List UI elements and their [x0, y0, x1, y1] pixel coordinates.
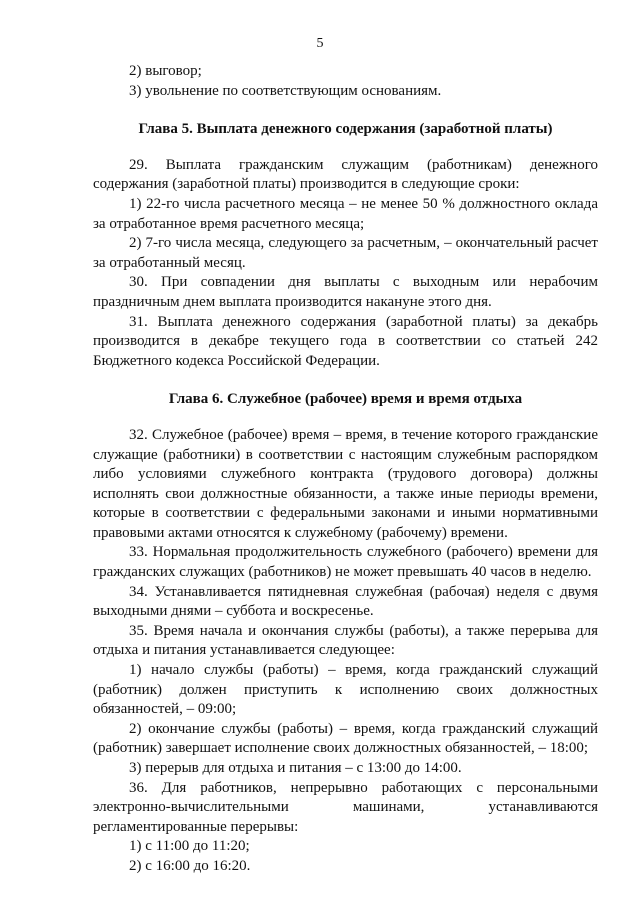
paragraph: 2) 7-го числа месяца, следующего за расчетным, – окончательный расчет за отработанный месяц.: [93, 235, 598, 271]
paragraph: 29. Выплата гражданским служащим (работникам) денежного содержания (заработной платы) производится в следующие сроки:: [93, 156, 598, 193]
page-number: 5: [316, 36, 324, 51]
list-item: 2) выговор;: [129, 63, 202, 79]
paragraph: 1) 22-го числа расчетного месяца – не менее 50 % должностного оклада за отработанное время расчетного месяца;: [93, 195, 598, 232]
document-body: [93, 62, 598, 877]
paragraph: 3) перерыв для отдыха и питания – с 13:00 до 14:00.: [129, 760, 462, 776]
paragraph: 32. Служебное (рабочее) время – время, в течение которого гражданские служащие (работники) в соответствии с настоящим служебным распорядком либо условиями служебного контракта (трудового договора) должны исполнять свои должностные обязанности, а также иные периоды времени, которые в соответствии с федеральными законами и иными нормативными правовыми актами относятся к служебному (рабочему) времени.: [93, 426, 598, 541]
paragraph: 36. Для работников, непрерывно работающих с персональными электронно-вычислительными машинами, устанавливаются регламентированные перерывы:: [93, 779, 598, 835]
chapter-5-section: [93, 156, 598, 372]
paragraph: 31. Выплата денежного содержания (заработной платы) за декабрь производится в декабре текущего года в соответствии со статьей 242 Бюджетного кодекса Российской Федерации.: [93, 313, 598, 369]
list-item: 1) с 11:00 до 11:20;: [129, 838, 250, 855]
list-item: 3) увольнение по соответствующим основаниям.: [129, 82, 442, 99]
paragraph: 1) начало службы (работы) – время, когда гражданский служащий (работник) должен приступить к исполнению своих должностных обязанностей, – 09:00;: [93, 662, 598, 718]
paragraph: 34. Устанавливается пятидневная служебная (рабочая) неделя с двумя выходными днями – суббота и воскресенье.: [93, 583, 598, 620]
paragraph: 33. Нормальная продолжительность служебного (рабочего) времени для гражданских служащих (работников) не может превышать 40 часов в неделю.: [93, 544, 598, 581]
paragraph: 35. Время начала и окончания службы (работы), а также перерыва для отдыха и питания устанавливается следующее:: [93, 622, 598, 659]
chapter-5-heading: Глава 5. Выплата денежного содержания (заработной платы): [138, 121, 553, 138]
paragraph: 2) окончание службы (работы) – время, когда гражданский служащий (работник) завершает исполнение своих должностных обязанностей, – 18:00;: [93, 720, 598, 757]
list-item: 2) с 16:00 до 16:20.: [129, 857, 251, 874]
chapter-6-section: [93, 426, 598, 877]
paragraph: 30. При совпадении дня выплаты с выходным или нерабочим праздничным днем выплата производится накануне этого дня.: [93, 274, 598, 310]
chapter-6-heading: Глава 6. Служебное (рабочее) время и время отдыха: [168, 391, 523, 408]
